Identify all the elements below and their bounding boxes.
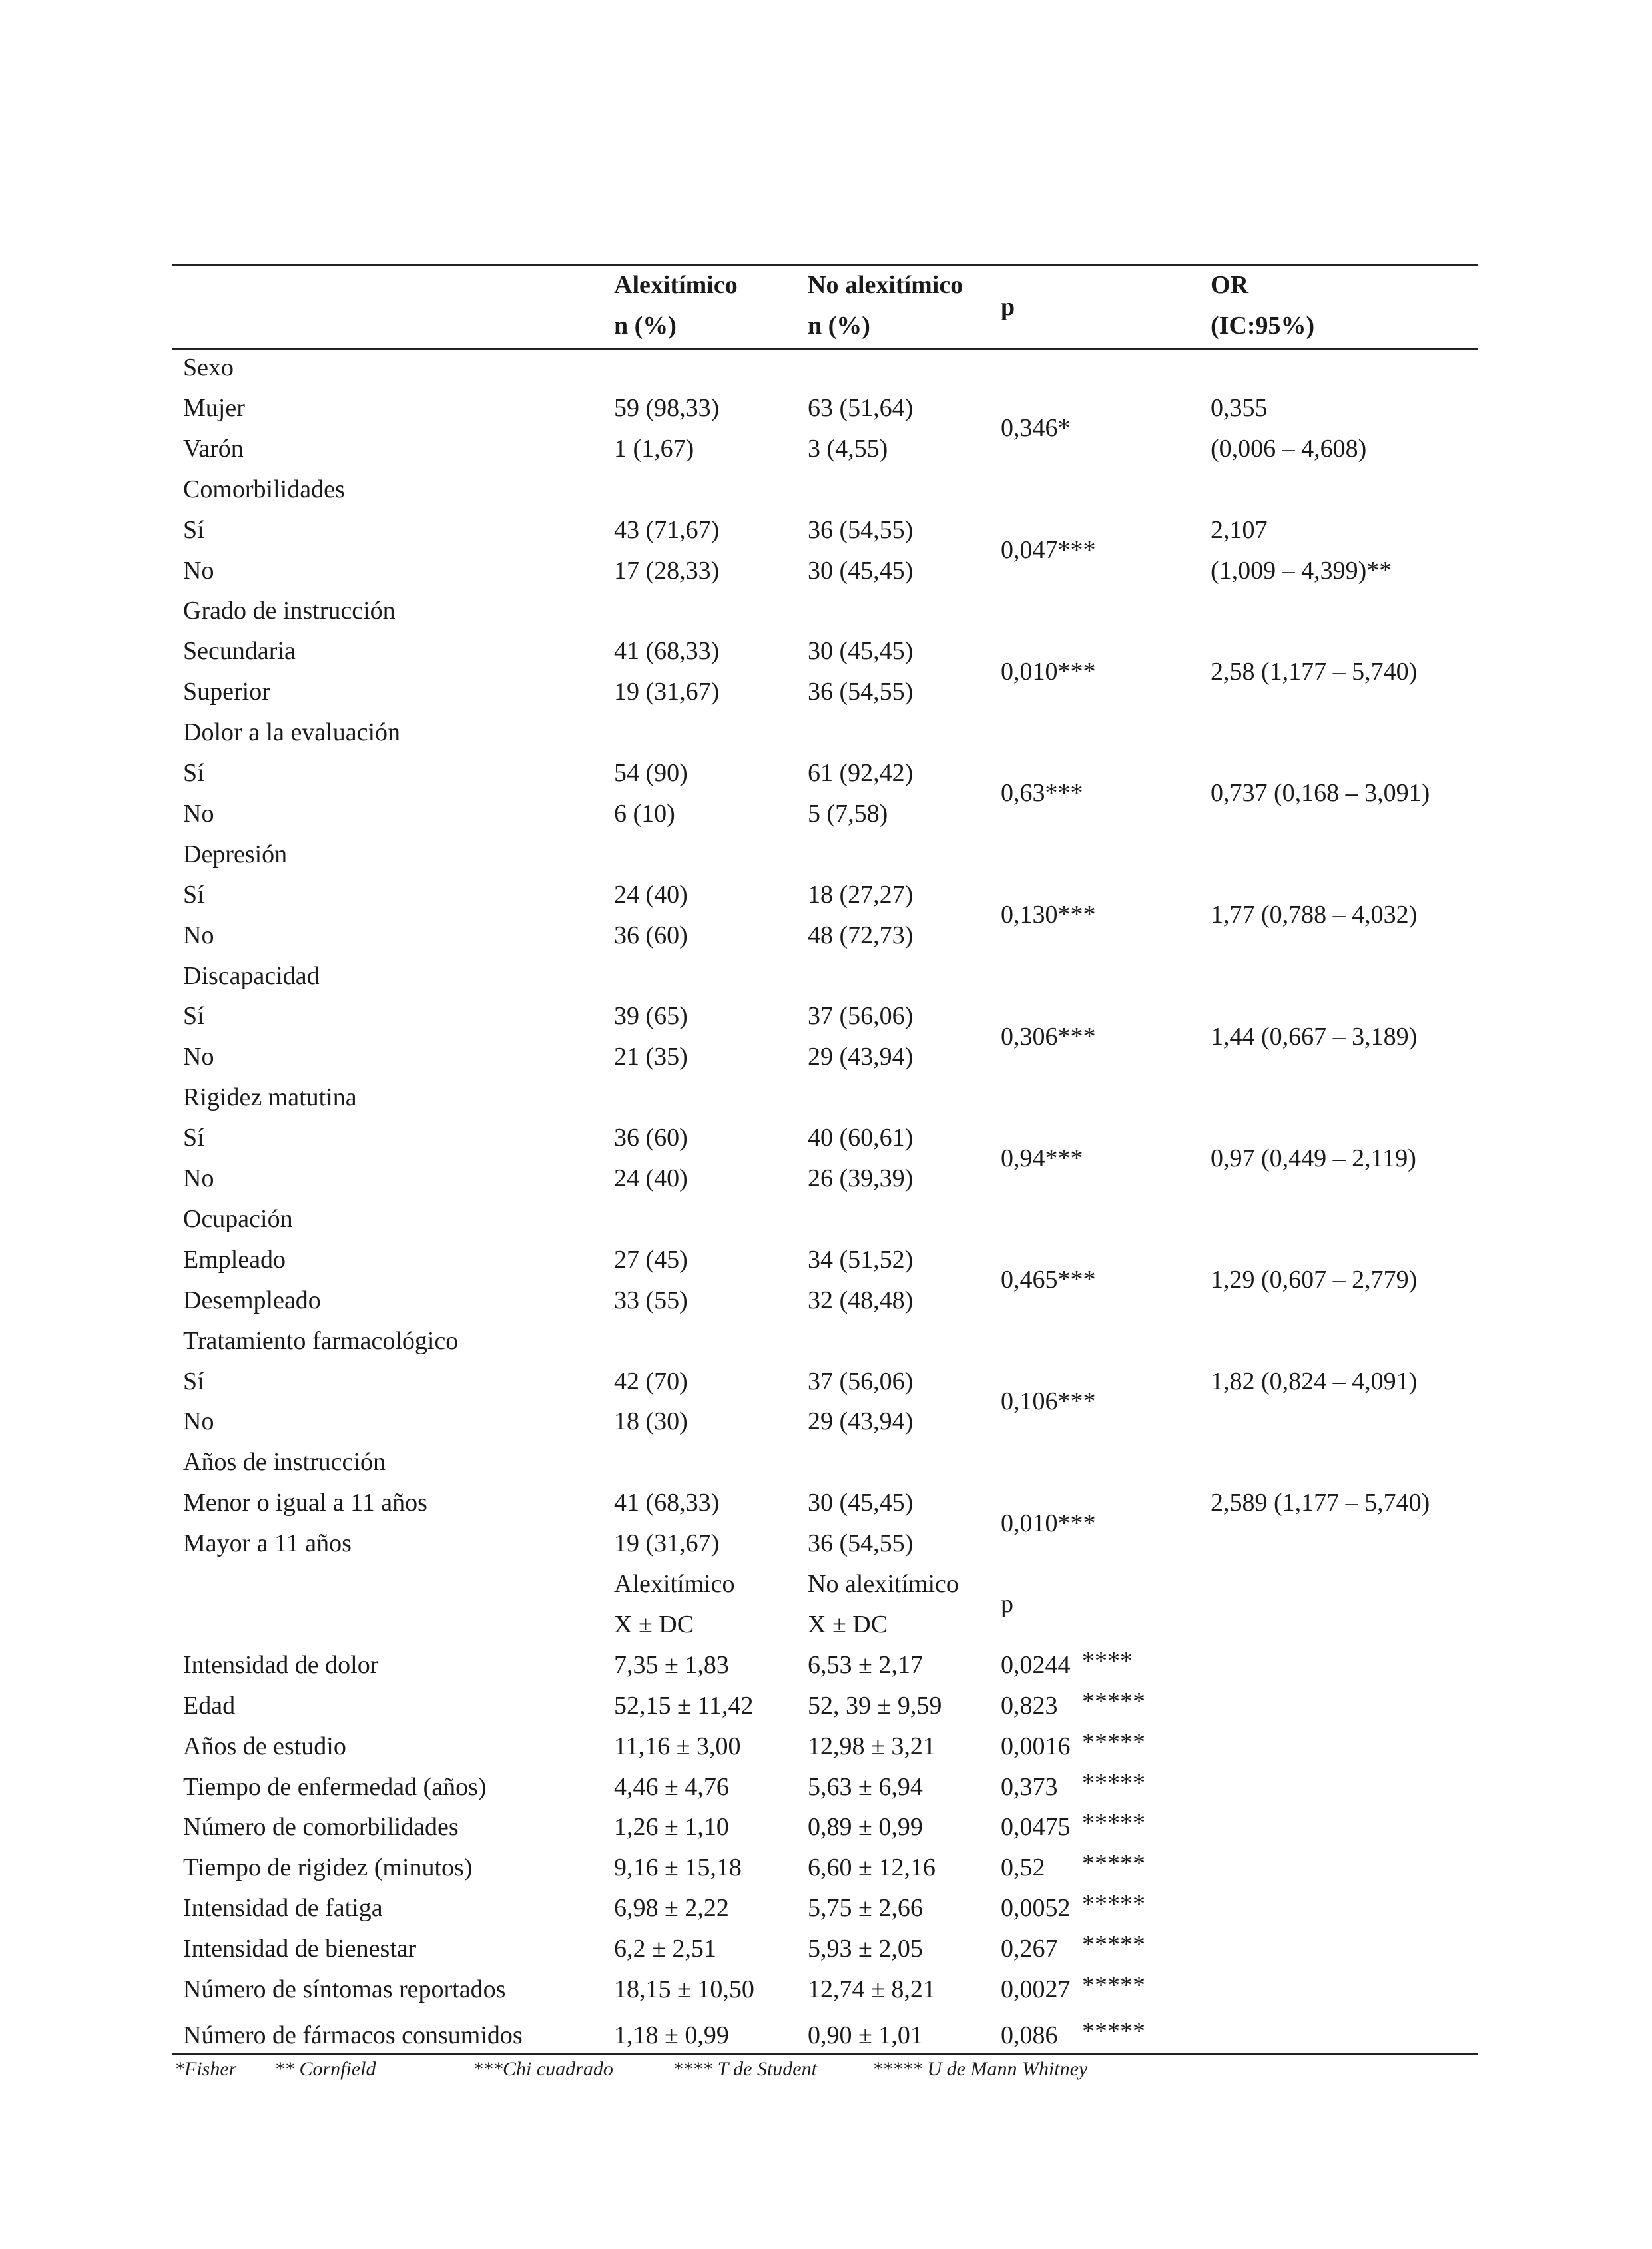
category-label: No [183, 556, 214, 585]
continuous-header-no-alexitimico: No alexitímico [808, 1570, 959, 1598]
variable-group-heading: Tratamiento farmacológico [183, 1326, 459, 1355]
header-no-alexitimico-unit: n (%) [808, 312, 870, 340]
no-alexitimico-value: 26 (39,39) [808, 1164, 914, 1192]
no-alexitimico-mean-sd: 6,53 ± 2,17 [808, 1650, 923, 1679]
alexitimico-value: 19 (31,67) [614, 678, 720, 706]
no-alexitimico-value: 36 (54,55) [808, 678, 914, 706]
p-value: 0,823 [1001, 1691, 1058, 1720]
alexitimico-mean-sd: 6,2 ± 2,51 [614, 1935, 716, 1963]
test-marker: ***** [1082, 1809, 1145, 1838]
header-no-alexitimico: No alexitímico [808, 271, 964, 299]
table-bottom-rule [172, 2053, 1478, 2055]
alexitimico-value: 24 (40) [614, 1164, 688, 1192]
no-alexitimico-value: 36 (54,55) [808, 515, 914, 544]
no-alexitimico-mean-sd: 12,98 ± 3,21 [808, 1732, 936, 1760]
odds-ratio: 1,29 (0,607 – 2,779) [1211, 1266, 1418, 1294]
alexitimico-mean-sd: 6,98 ± 2,22 [614, 1894, 729, 1923]
test-marker: ***** [1082, 1728, 1145, 1756]
footnote-chi-cuadrado: ***Chi cuadrado [473, 2058, 613, 2080]
category-label: Mayor a 11 años [183, 1529, 352, 1558]
p-value: 0,63*** [1001, 779, 1083, 808]
test-marker: ***** [1082, 2017, 1145, 2045]
no-alexitimico-value: 37 (56,06) [808, 1367, 914, 1395]
continuous-variable-label: Años de estudio [183, 1732, 346, 1760]
p-value: 0,0475 [1001, 1813, 1071, 1842]
category-label: Sí [183, 515, 204, 544]
no-alexitimico-value: 40 (60,61) [808, 1124, 914, 1152]
no-alexitimico-value: 3 (4,55) [808, 434, 888, 463]
p-value: 0,0244 [1001, 1650, 1071, 1679]
test-marker: **** [1082, 1646, 1133, 1675]
no-alexitimico-value: 63 (51,64) [808, 393, 914, 422]
alexitimico-value: 54 (90) [614, 759, 688, 787]
continuous-variable-label: Tiempo de enfermedad (años) [183, 1772, 487, 1801]
footnote-t-student: **** T de Student [673, 2058, 817, 2080]
odds-ratio-ci: (0,006 – 4,608) [1211, 434, 1367, 463]
test-marker: ***** [1082, 1931, 1145, 1959]
odds-ratio: 0,355 [1211, 393, 1268, 422]
alexitimico-value: 59 (98,33) [614, 393, 720, 422]
alexitimico-value: 39 (65) [614, 1002, 688, 1031]
p-value: 0,52 [1001, 1854, 1045, 1882]
odds-ratio: 0,737 (0,168 – 3,091) [1211, 779, 1430, 808]
alexitimico-value: 19 (31,67) [614, 1529, 720, 1558]
category-label: No [183, 799, 214, 828]
category-label: No [183, 1043, 214, 1071]
variable-group-heading: Años de instrucción [183, 1448, 386, 1477]
p-value: 0,106*** [1001, 1387, 1096, 1415]
odds-ratio: 0,97 (0,449 – 2,119) [1211, 1144, 1416, 1172]
category-label: Menor o igual a 11 años [183, 1489, 427, 1517]
no-alexitimico-mean-sd: 6,60 ± 12,16 [808, 1854, 936, 1882]
alexitimico-value: 24 (40) [614, 880, 688, 909]
p-value: 0,465*** [1001, 1266, 1096, 1294]
continuous-variable-label: Edad [183, 1691, 236, 1720]
category-label: Sí [183, 1124, 204, 1152]
alexitimico-value: 36 (60) [614, 921, 688, 949]
p-value: 0,306*** [1001, 1022, 1096, 1051]
no-alexitimico-mean-sd: 5,63 ± 6,94 [808, 1772, 923, 1801]
variable-group-heading: Ocupación [183, 1204, 293, 1233]
no-alexitimico-mean-sd: 5,93 ± 2,05 [808, 1935, 923, 1963]
odds-ratio-ci: (1,009 – 4,399)** [1211, 556, 1392, 585]
alexitimico-value: 6 (10) [614, 799, 675, 828]
alexitimico-mean-sd: 18,15 ± 10,50 [614, 1975, 754, 2003]
p-value: 0,267 [1001, 1935, 1058, 1963]
category-label: Desempleado [183, 1286, 321, 1314]
continuous-variable-label: Tiempo de rigidez (minutos) [183, 1854, 473, 1882]
alexitimico-value: 18 (30) [614, 1407, 688, 1436]
p-value: 0,0052 [1001, 1894, 1071, 1923]
p-value: 0,047*** [1001, 536, 1096, 565]
category-label: Mujer [183, 393, 245, 422]
variable-group-heading: Sexo [183, 354, 234, 381]
p-value: 0,373 [1001, 1772, 1058, 1801]
p-value: 0,0027 [1001, 1975, 1071, 2003]
odds-ratio: 1,44 (0,667 – 3,189) [1211, 1022, 1418, 1051]
category-label: Empleado [183, 1245, 286, 1274]
header-bottom-rule [172, 348, 1478, 350]
header-or-ci: (IC:95%) [1211, 312, 1315, 340]
test-marker: ***** [1082, 1768, 1145, 1797]
p-value: 0,010*** [1001, 657, 1096, 686]
continuous-variable-label: Intensidad de dolor [183, 1650, 379, 1679]
no-alexitimico-value: 30 (45,45) [808, 556, 914, 585]
alexitimico-value: 27 (45) [614, 1245, 688, 1274]
no-alexitimico-value: 30 (45,45) [808, 637, 914, 666]
alexitimico-value: 43 (71,67) [614, 515, 720, 544]
alexitimico-value: 33 (55) [614, 1286, 688, 1314]
continuous-variable-label: Intensidad de fatiga [183, 1894, 383, 1923]
no-alexitimico-mean-sd: 0,90 ± 1,01 [808, 2021, 923, 2049]
no-alexitimico-value: 5 (7,58) [808, 799, 888, 828]
alexitimico-value: 41 (68,33) [614, 637, 720, 666]
no-alexitimico-value: 48 (72,73) [808, 921, 914, 949]
alexitimico-value: 36 (60) [614, 1124, 688, 1152]
continuous-variable-label: Número de comorbilidades [183, 1813, 459, 1842]
no-alexitimico-value: 30 (45,45) [808, 1489, 914, 1517]
no-alexitimico-value: 29 (43,94) [808, 1043, 914, 1071]
no-alexitimico-value: 29 (43,94) [808, 1407, 914, 1436]
no-alexitimico-value: 36 (54,55) [808, 1529, 914, 1558]
p-value: 0,010*** [1001, 1509, 1096, 1537]
test-marker: ***** [1082, 1890, 1145, 1919]
odds-ratio: 2,107 [1211, 515, 1268, 544]
category-label: Sí [183, 1367, 204, 1395]
no-alexitimico-value: 61 (92,42) [808, 759, 914, 787]
variable-group-heading: Grado de instrucción [183, 597, 396, 625]
footnote-fisher: *Fisher [174, 2058, 237, 2080]
continuous-variable-label: Número de síntomas reportados [183, 1975, 506, 2003]
variable-group-heading: Comorbilidades [183, 475, 345, 503]
no-alexitimico-mean-sd: 5,75 ± 2,66 [808, 1894, 923, 1923]
alexitimico-mean-sd: 4,46 ± 4,76 [614, 1772, 729, 1801]
variable-group-heading: Depresión [183, 840, 288, 868]
odds-ratio: 2,589 (1,177 – 5,740) [1211, 1489, 1430, 1517]
no-alexitimico-value: 34 (51,52) [808, 1245, 914, 1274]
category-label: Sí [183, 1002, 204, 1031]
category-label: Secundaria [183, 637, 296, 666]
alexitimico-mean-sd: 9,16 ± 15,18 [614, 1854, 742, 1882]
variable-group-heading: Dolor a la evaluación [183, 718, 401, 747]
alexitimico-mean-sd: 1,18 ± 0,99 [614, 2021, 729, 2049]
p-value: 0,130*** [1001, 901, 1096, 929]
alexitimico-mean-sd: 7,35 ± 1,83 [614, 1650, 729, 1679]
alexitimico-value: 41 (68,33) [614, 1489, 720, 1517]
variable-group-heading: Discapacidad [183, 961, 320, 990]
variable-group-heading: Rigidez matutina [183, 1083, 357, 1112]
odds-ratio: 2,58 (1,177 – 5,740) [1211, 657, 1418, 686]
category-label: No [183, 1164, 214, 1192]
p-value: 0,086 [1001, 2021, 1058, 2049]
continuous-header-alexitimico-unit: X ± DC [614, 1610, 694, 1638]
category-label: Sí [183, 880, 204, 909]
alexitimico-mean-sd: 52,15 ± 11,42 [614, 1691, 754, 1720]
alexitimico-value: 21 (35) [614, 1043, 688, 1071]
p-value: 0,94*** [1001, 1144, 1083, 1172]
test-marker: ***** [1082, 1850, 1145, 1878]
alexitimico-value: 1 (1,67) [614, 434, 694, 463]
table-top-rule [172, 264, 1478, 266]
header-or: OR [1211, 271, 1248, 299]
alexitimico-value: 42 (70) [614, 1367, 688, 1395]
category-label: Varón [183, 434, 244, 463]
header-alexitimico: Alexitímico [614, 271, 738, 299]
header-p: p [1001, 293, 1015, 321]
test-marker: ***** [1082, 1687, 1145, 1716]
test-marker: ***** [1082, 1971, 1145, 1999]
category-label: Superior [183, 678, 270, 706]
odds-ratio: 1,82 (0,824 – 4,091) [1211, 1367, 1418, 1395]
continuous-header-alexitimico: Alexitímico [614, 1570, 735, 1598]
odds-ratio: 1,77 (0,788 – 4,032) [1211, 901, 1418, 929]
footnote-cornfield: ** Cornfield [274, 2058, 376, 2080]
no-alexitimico-value: 37 (56,06) [808, 1002, 914, 1031]
no-alexitimico-value: 32 (48,48) [808, 1286, 914, 1314]
no-alexitimico-mean-sd: 0,89 ± 0,99 [808, 1813, 923, 1842]
continuous-header-p: p [1001, 1590, 1013, 1619]
p-value: 0,0016 [1001, 1732, 1071, 1760]
no-alexitimico-mean-sd: 12,74 ± 8,21 [808, 1975, 936, 2003]
p-value: 0,346* [1001, 414, 1071, 443]
category-label: No [183, 1407, 214, 1436]
header-alexitimico-unit: n (%) [614, 312, 677, 340]
category-label: No [183, 921, 214, 949]
category-label: Sí [183, 759, 204, 787]
continuous-variable-label: Intensidad de bienestar [183, 1935, 417, 1963]
no-alexitimico-mean-sd: 52, 39 ± 9,59 [808, 1691, 942, 1720]
continuous-header-no-alexitimico-unit: X ± DC [808, 1610, 888, 1638]
alexitimico-mean-sd: 1,26 ± 1,10 [614, 1813, 729, 1842]
footnote-mann-whitney: ***** U de Mann Whitney [872, 2058, 1088, 2080]
no-alexitimico-value: 18 (27,27) [808, 880, 914, 909]
alexitimico-value: 17 (28,33) [614, 556, 720, 585]
continuous-variable-label: Número de fármacos consumidos [183, 2021, 523, 2049]
alexitimico-mean-sd: 11,16 ± 3,00 [614, 1732, 741, 1760]
